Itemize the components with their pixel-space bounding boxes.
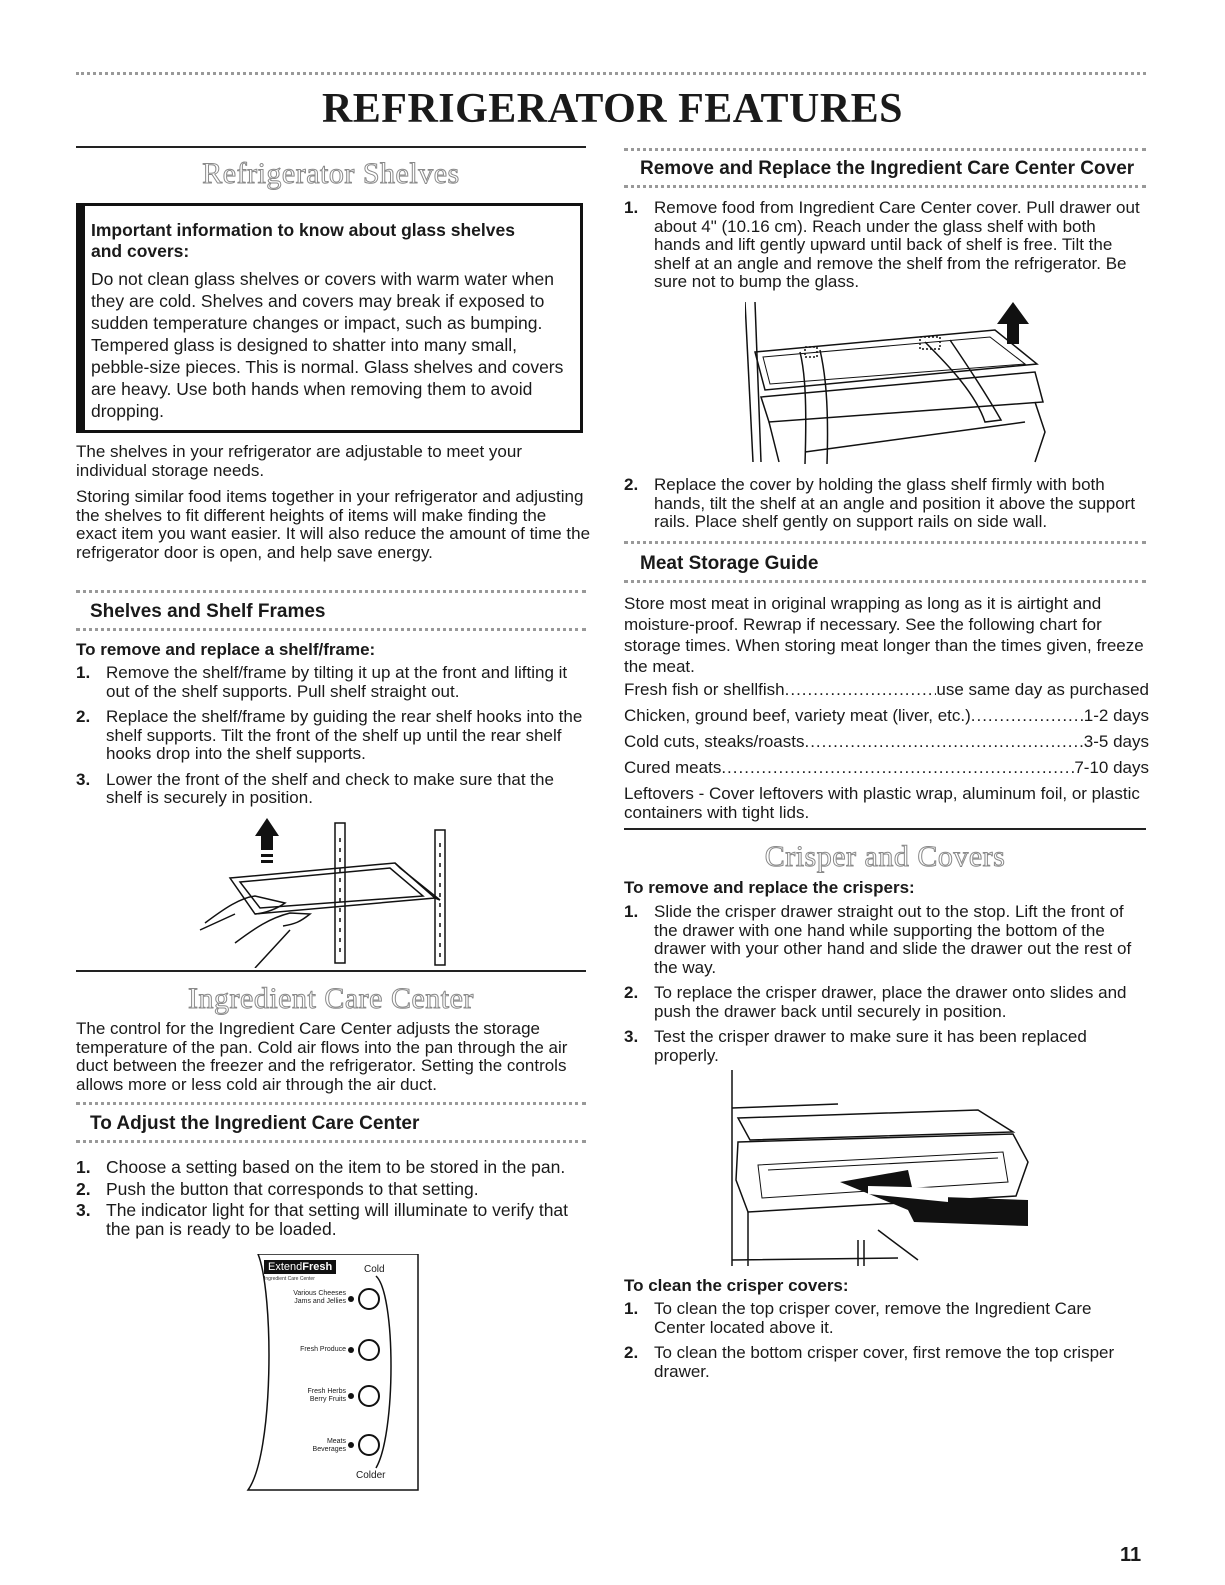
section-title-shelves: Refrigerator Shelves [202, 157, 460, 190]
list-item [624, 903, 1144, 977]
list-item [76, 664, 591, 701]
setting-line: Berry Fruits [309, 1396, 346, 1403]
step-text: Test the crisper drawer to make sure it has been replaced properly. [654, 1027, 1087, 1065]
list-item [624, 1344, 1144, 1381]
step-number: 1. [76, 1157, 91, 1177]
setting-button-cheeses[interactable] [358, 1288, 380, 1310]
step-number: 3. [76, 1200, 91, 1220]
leader-dots [971, 706, 1084, 726]
dotted-rule [76, 628, 586, 631]
dotted-rule [624, 541, 1146, 544]
step-number: 2. [624, 983, 639, 1002]
label-remove-crispers: To remove and replace the crispers: [624, 878, 915, 897]
list-item [76, 1180, 591, 1199]
clean-steps [624, 1300, 1144, 1388]
list-item [624, 984, 1144, 1021]
icc-body: The control for the Ingredient Care Center adjusts the storage temperature of the pan. Cold air flows into the pan through the air duct between the freezer and the refrigerator. Setting the controls allows more or less cold air through the air duct. [76, 1019, 568, 1094]
step-number: 1. [624, 1299, 639, 1318]
section-rule [76, 146, 586, 148]
meat-time: 1-2 days [1083, 706, 1149, 725]
crisper-steps [624, 903, 1144, 1072]
step-number: 3. [624, 1027, 639, 1046]
arrow-up-icon [997, 302, 1029, 344]
step-text: Lower the front of the shelf and check to make sure that the shelf is securely in position. [106, 769, 554, 807]
cover-steps-1 [624, 199, 1144, 299]
step-number: 2. [76, 1178, 91, 1199]
step-number: 1. [76, 663, 91, 682]
cover-removal-illustration [745, 302, 1050, 464]
shelves-intro-2: Storing similar food items together in your refrigerator and adjusting the shelves to fit different heights of items will make finding the exact item you want easier. It will also reduce the amount of time the refrigerator door is open, and help save energy. [76, 487, 591, 562]
list-item [624, 1300, 1144, 1337]
meat-row [624, 706, 1149, 726]
setting-line: Jams and Jellies [294, 1298, 346, 1305]
dotted-rule [76, 1140, 586, 1143]
meat-time: use same day as purchased [936, 680, 1149, 699]
list-item [624, 476, 1144, 532]
section-rule [76, 970, 586, 972]
warning-box [76, 203, 583, 433]
page-number: 11 [1120, 1544, 1142, 1566]
heading-icc-cover: Remove and Replace the Ingredient Care Center Cover [640, 158, 1135, 179]
section-rule [624, 828, 1146, 830]
colder-label: Colder [356, 1470, 386, 1481]
step-number: 1. [624, 902, 639, 921]
step-text: Choose a setting based on the item to be stored in the pan. [106, 1157, 566, 1177]
meat-item: Cold cuts, steaks/roasts [624, 732, 805, 751]
step-text: To clean the bottom crisper cover, first remove the top crisper drawer. [654, 1343, 1115, 1381]
label-clean-covers: To clean the crisper covers: [624, 1276, 849, 1295]
leader-dots [785, 680, 937, 700]
shelf-steps [76, 664, 591, 815]
setting-line: Fresh Produce [300, 1346, 346, 1353]
arrow-up-icon [255, 818, 279, 850]
step-text: Push the button that corresponds to that setting. [106, 1178, 479, 1199]
warning-heading-line2: and covers: [91, 241, 190, 261]
shelves-intro-1: The shelves in your refrigerator are adjustable to meet your individual storage needs. [76, 442, 523, 480]
step-number: 2. [76, 707, 91, 726]
meat-row [624, 680, 1149, 700]
meat-time: 7-10 days [1074, 758, 1149, 777]
leader-dots [721, 758, 1074, 778]
meat-row [624, 732, 1149, 752]
setting-label-herbs [264, 1388, 346, 1404]
setting-label-meats [264, 1438, 346, 1454]
list-item [76, 708, 591, 764]
setting-button-produce[interactable] [358, 1339, 380, 1361]
setting-line: Beverages [312, 1446, 346, 1453]
brand-subtitle: Ingredient Care Center [264, 1276, 315, 1282]
step-text: Remove the shelf/frame by tilting it up at the front and lifting it out of the shelf supports. Pull shelf straight out. [106, 663, 568, 701]
dotted-rule [624, 580, 1146, 583]
brand-extend: Extend [268, 1261, 303, 1273]
indicator-light [348, 1296, 354, 1302]
warning-heading [91, 220, 571, 262]
step-number: 3. [76, 769, 91, 789]
indicator-light [348, 1347, 354, 1353]
step-number: 2. [624, 1343, 639, 1362]
list-item [76, 771, 591, 808]
step-text: The indicator light for that setting will illuminate to verify that the pan is ready to be loaded. [106, 1200, 569, 1239]
section-title-icc: Ingredient Care Center [188, 982, 474, 1015]
heading-adjust-icc: To Adjust the Ingredient Care Center [90, 1113, 420, 1134]
meat-item: Fresh fish or shellfish [624, 680, 785, 699]
setting-label-cheeses [264, 1290, 346, 1306]
meat-item: Chicken, ground beef, variety meat (liver, etc.) [624, 706, 971, 725]
heading-shelf-frames: Shelves and Shelf Frames [90, 601, 326, 622]
step-text: To replace the crisper drawer, place the drawer onto slides and push the drawer back until securely in position. [654, 983, 1127, 1021]
leftovers-note: Leftovers - Cover leftovers with plastic wrap, aluminum foil, or plastic containers with tight lids. [624, 784, 1140, 822]
indicator-light [348, 1393, 354, 1399]
cover-steps-2 [624, 476, 1144, 539]
heading-meat-guide: Meat Storage Guide [640, 553, 819, 574]
step-number: 2. [624, 475, 639, 494]
setting-label-produce [264, 1346, 346, 1354]
list-item [624, 199, 1144, 292]
crisper-removal-illustration [728, 1070, 1038, 1268]
shelf-removal-illustration [195, 818, 475, 968]
meat-row [624, 758, 1149, 778]
list-item [76, 1201, 591, 1238]
top-dotted-rule [76, 72, 1146, 75]
adjust-steps [76, 1158, 591, 1245]
step-number: 1. [624, 198, 639, 217]
brand-badge [264, 1260, 336, 1274]
setting-button-herbs[interactable] [358, 1385, 380, 1407]
cold-label: Cold [364, 1264, 385, 1275]
page-title: REFRIGERATOR FEATURES [321, 86, 904, 132]
setting-button-meats[interactable] [358, 1434, 380, 1456]
dotted-rule [624, 185, 1146, 188]
step-text: Replace the shelf/frame by guiding the rear shelf hooks into the shelf supports. Tilt the front of the shelf up until the rear shelf hooks drop into the shelf supports. [106, 707, 583, 763]
meat-intro: Store most meat in original wrapping as long as it is airtight and moisture-proof. Rewrap if necessary. See the following chart for storage times. When storing meat longer than the times given, freeze the meat. [624, 594, 1144, 676]
step-text: To clean the top crisper cover, remove the Ingredient Care Center located above it. [654, 1299, 1092, 1337]
step-text: Replace the cover by holding the glass shelf firmly with both hands, tilt the shelf at an angle and position it above the support rails. Place shelf gently on support rails on side wall. [654, 475, 1136, 531]
dotted-rule [76, 590, 586, 593]
indicator-light [348, 1442, 354, 1448]
setting-line: Various Cheeses [293, 1290, 346, 1297]
label-remove-shelf: To remove and replace a shelf/frame: [76, 640, 376, 659]
leader-dots [804, 732, 1083, 752]
meat-item: Cured meats [624, 758, 722, 777]
meat-time: 3-5 days [1083, 732, 1149, 751]
brand-fresh: Fresh [302, 1261, 333, 1273]
warning-heading-line1: Important information to know about glass shelves [91, 220, 515, 240]
setting-line: Fresh Herbs [307, 1388, 346, 1395]
step-text: Remove food from Ingredient Care Center cover. Pull drawer out about 4" (10.16 cm). Reach under the glass shelf with both hands and lift gently upward until back of shelf is free. Tilt the shelf at an angle and remove the shelf from the refrigerator. Be sure not to bump the glass. [654, 198, 1140, 291]
list-item [76, 1158, 591, 1177]
section-title-crisper: Crisper and Covers [764, 840, 1006, 873]
warning-body: Do not clean glass shelves or covers with warm water when they are cold. Shelves and covers may break if exposed to sudden temperature changes or impact, such as bumping. Tempered glass is designed to shatter into many small, pebble-size pieces. This is normal. Glass shelves and covers are heavy. Use both hands when removing them to avoid dropping. [91, 269, 564, 421]
step-text: Slide the crisper drawer straight out to the stop. Lift the front of the drawer with one hand while supporting the bottom of the drawer with your other hand and slide the drawer out the rest of the way. [654, 902, 1132, 977]
icc-control-panel [244, 1254, 422, 1494]
dotted-rule [76, 1102, 586, 1105]
dotted-rule [624, 148, 1146, 151]
list-item [624, 1028, 1144, 1065]
setting-line: Meats [326, 1438, 346, 1445]
